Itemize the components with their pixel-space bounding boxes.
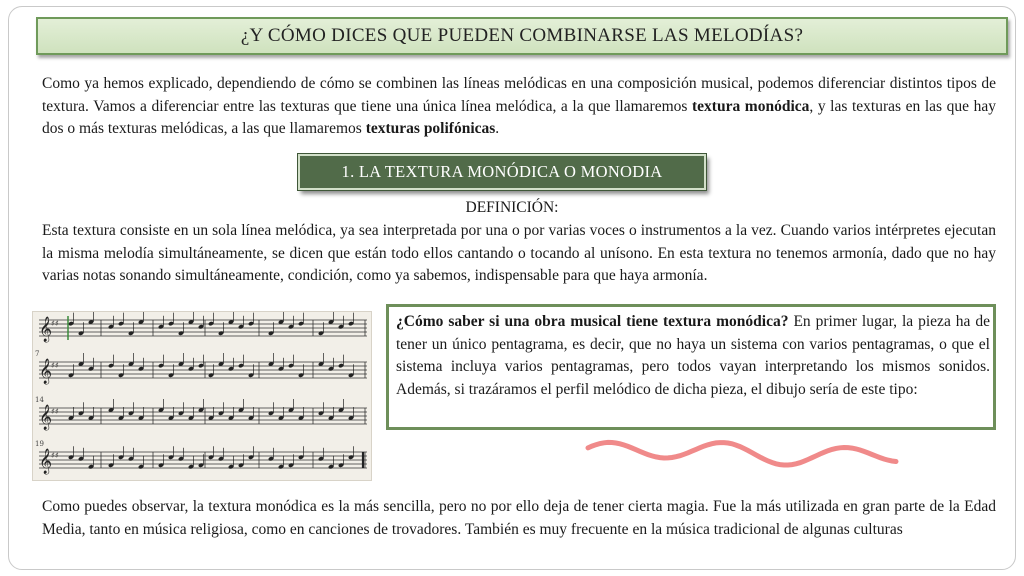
measure-number: 7 [35,350,40,358]
measure-number: 14 [35,396,44,404]
term-textura-monodica: textura monódica [692,97,810,115]
info-box-question: ¿Cómo saber si una obra musical tiene textura monódica? [396,313,789,330]
measure-number: 19 [35,440,44,448]
term-texturas-polifonicas: texturas polifónicas [365,120,496,137]
intro-text-1: Como ya hemos explicado, dependiendo de cómo se combinen las líneas melódicas en una composición musical, podemos diferenciar distintos tipos de textura. Vamos a diferenciar entre las texturas que tiene una única línea melódica, a la que llamaremos [42,75,996,115]
melodic-profile-line [588,442,896,465]
treble-clef-icon: 𝄞 [39,405,53,430]
definition-paragraph: Esta textura consiste en un sola línea melódica, ya sea interpretada por una o por varias voces o instrumentos a la vez. Cuando varios intérpretes ejecutan la misma melodía simultáneamente, se dicen que están todo ellos cantando o tocando al unísono. En esta textura no tenemos armonía, dado que no hay varias notas sonando simultáneamente, condición, como ya sabemos, indispensable para que haya armonía. [42,222,996,284]
treble-clef-icon: 𝄞 [39,449,53,474]
intro-text-2: , y las texturas en las que hay dos o más texturas melódicas, a las que llamaremos [42,97,996,137]
key-signature: ♯♯ [51,407,59,416]
section-heading: 1. LA TEXTURA MONÓDICA O MONODIA [298,154,706,190]
info-box [386,304,996,430]
treble-clef-icon: 𝄞 [39,317,53,342]
slide-title: ¿Y CÓMO DICES QUE PUEDEN COMBINARSE LAS MELODÍAS? [36,17,1008,55]
key-signature: ♯♯ [51,361,59,370]
treble-clef-icon: 𝄞 [39,359,53,384]
melodic-profile-wave [582,428,902,478]
sheet-music-staves [33,312,371,480]
info-box-text [396,311,990,401]
definition-label: DEFINICIÓN: [465,199,559,216]
key-signature: ♯♯ [51,451,59,460]
intro-text-3: . [495,120,500,137]
info-box-answer: En primer lugar, la pieza ha de tener un único pentagrama, es decir, que no haya un sistema con varios pentagramas, o que el sistema incluya varios pentagramas, pero todos vayan interpretando los mismos sonidos. Además, si trazáramos el perfil melódico de dicha pieza, el dibujo sería de este tipo: [396,313,991,398]
conclusion-paragraph: Como puedes observar, la textura monódica es la más sencilla, pero no por ello deja de tener cierta magia. Fue la más utilizada en gran parte de la Edad Media, tanto en música religiosa, como en canciones de trovadores. También es muy frecuente en la música tradicional de algunas culturas [42,498,996,538]
sheet-music-image [32,311,372,481]
intro-paragraph [42,73,996,141]
key-signature: ♯♯ [51,319,59,328]
